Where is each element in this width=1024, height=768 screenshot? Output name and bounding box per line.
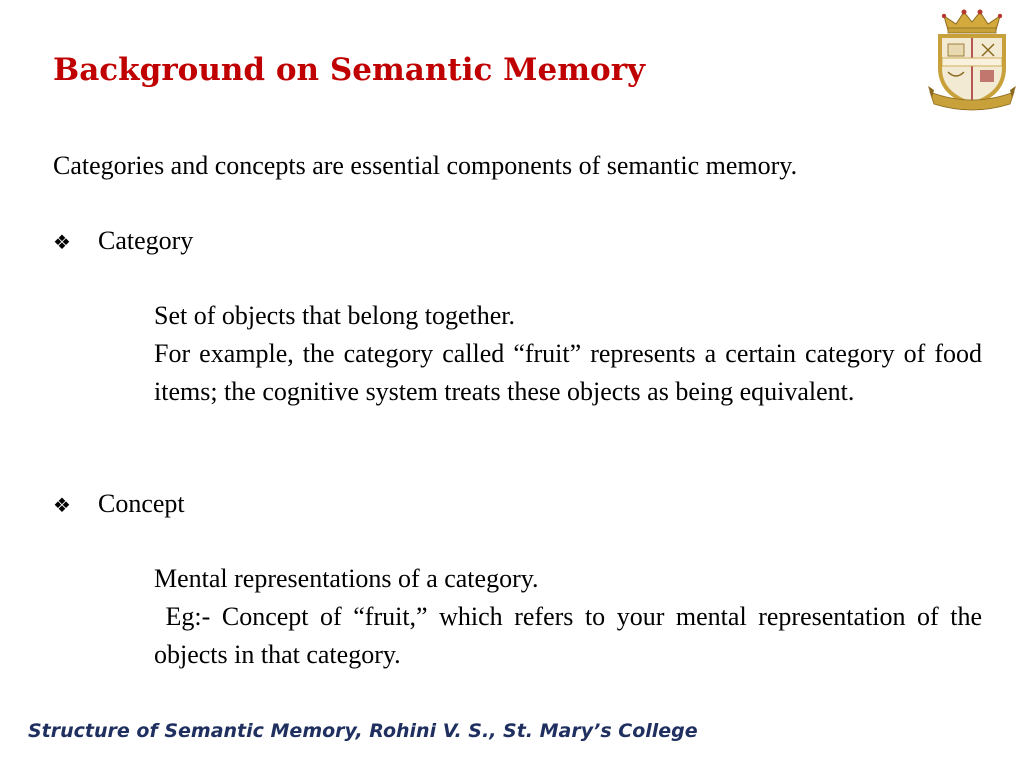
example-text: Eg:- Concept of “fruit,” which refers to your mental representation of the objects in that category. — [154, 602, 989, 669]
bullet-category — [53, 222, 193, 262]
slide-footer: Structure of Semantic Memory, Rohini V. S., St. Mary’s College — [28, 720, 698, 742]
concept-description — [154, 560, 989, 674]
definition-text: Mental representations of a category. — [154, 564, 539, 593]
bullet-concept — [53, 485, 185, 525]
bullet-heading: Concept — [98, 489, 185, 518]
example-text: For example, the category called “fruit” represents a certain category of food items; the cognitive system treats these objects as being equivalent. — [154, 339, 982, 406]
college-crest-logo — [926, 8, 1018, 112]
definition-text: Set of objects that belong together. — [154, 301, 516, 330]
intro-text: Categories and concepts are essential components of semantic memory. — [53, 151, 798, 180]
bullet-heading: Category — [98, 226, 194, 255]
category-description — [154, 297, 982, 411]
diamond-bullet-icon: ❖ — [53, 495, 71, 517]
slide-title: Background on Semantic Memory — [53, 52, 646, 88]
diamond-bullet-icon: ❖ — [53, 232, 71, 254]
